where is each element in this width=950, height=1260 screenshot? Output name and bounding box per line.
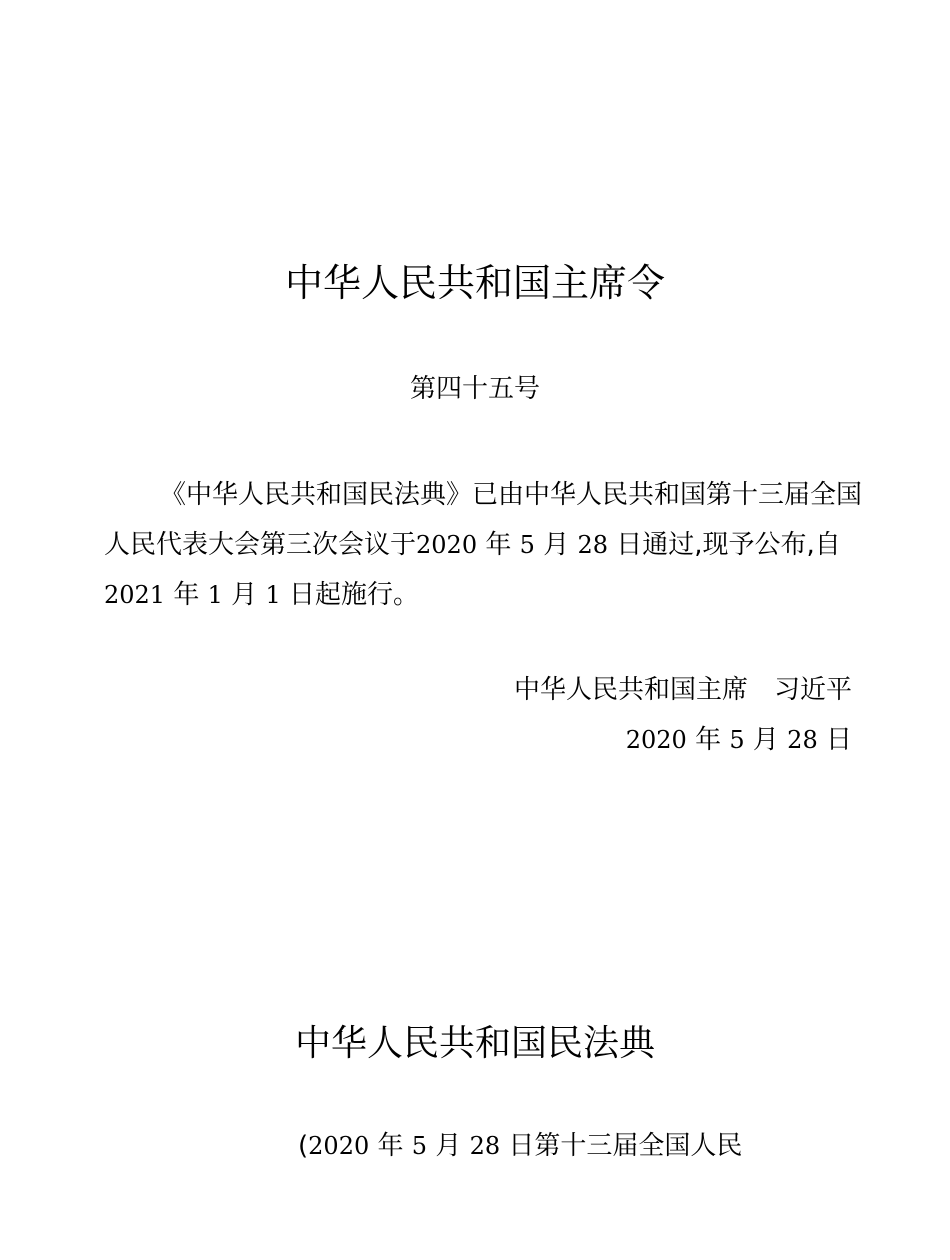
effective-month: 1 xyxy=(207,581,223,609)
signature-date xyxy=(626,722,852,758)
law-title: 中华人民共和国民法典 xyxy=(294,1023,655,1064)
date-day-unit: 日 xyxy=(825,725,852,755)
year-unit: 年 xyxy=(485,530,512,560)
year-unit: 年 xyxy=(173,580,200,610)
subtitle-year: 2020 xyxy=(308,1132,370,1160)
pass-month: 5 xyxy=(519,531,535,559)
signature-block xyxy=(514,672,852,708)
open-paren: ( xyxy=(298,1131,309,1161)
body-text: 人民代表大会第三次会议于 xyxy=(104,530,417,560)
subtitle-month-unit: 月 xyxy=(435,1131,462,1161)
date-month-unit: 月 xyxy=(752,725,779,755)
date-year-unit: 年 xyxy=(695,725,722,755)
signatory-title: 中华人民共和国主席 xyxy=(513,675,748,705)
page-title: 中华人民共和国主席令 xyxy=(284,261,665,305)
date-year: 2020 xyxy=(625,726,687,754)
body-line-1: 《中华人民共和国民法典》已由中华人民共和国第十三届全国 xyxy=(160,480,863,510)
subtitle-month: 5 xyxy=(411,1132,428,1160)
pass-year: 2020 xyxy=(416,531,478,559)
law-subtitle xyxy=(298,1126,742,1166)
date-day: 28 xyxy=(787,726,818,754)
body-line-3 xyxy=(104,570,854,620)
order-body-paragraph xyxy=(104,470,863,620)
date-month: 5 xyxy=(729,726,745,754)
body-text: 日通过,现予公布,自 xyxy=(616,530,841,560)
body-line-2 xyxy=(104,520,854,570)
effective-day: 1 xyxy=(265,581,281,609)
subtitle-day: 28 xyxy=(469,1132,501,1160)
body-text: 日起施行。 xyxy=(289,580,420,610)
signatory-name: 习近平 xyxy=(773,675,852,705)
month-unit: 月 xyxy=(543,530,570,560)
month-unit: 月 xyxy=(231,580,258,610)
effective-year: 2021 xyxy=(104,581,166,609)
subtitle-text: 日第十三届全国人民 xyxy=(508,1131,743,1161)
pass-day: 28 xyxy=(577,531,609,559)
subtitle-year-unit: 年 xyxy=(377,1131,404,1161)
order-number: 第四十五号 xyxy=(409,374,540,404)
